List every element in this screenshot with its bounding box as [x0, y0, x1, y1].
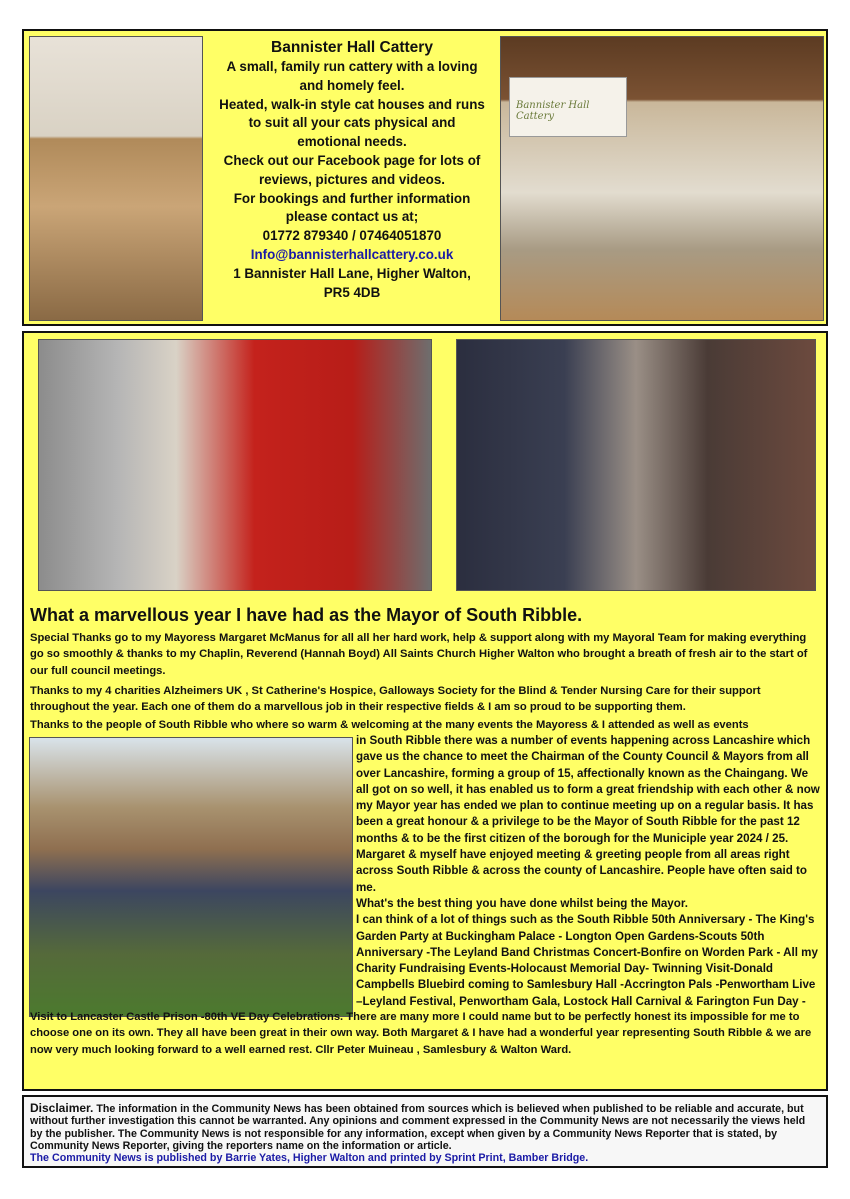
article-paragraph: Thanks to my 4 charities Alzheimers UK , St Catherine's Hospice, Galloways Society for the Blind & Tender Nursing Care for their support throughout the year. Each one of them do a marvellous job in their respective fields & I am so proud to be supporting them. [30, 685, 761, 714]
advert-line: For bookings and further information [233, 190, 471, 206]
article-paragraph: Thanks to the people of South Ribble who where so warm & welcoming at the many events the Mayoress & I attended as well as events [30, 719, 749, 731]
advert-line: please contact us at; [285, 209, 419, 225]
advert-title: Bannister Hall Cattery [271, 39, 433, 56]
ribbon-cutting-photo [456, 339, 816, 591]
article-paragraph-wrapped [356, 733, 822, 1010]
disclaimer-text [30, 1102, 820, 1152]
advert-address: 1 Bannister Hall Lane, Higher Walton, [233, 265, 471, 281]
advert-line: to suit all your cats physical and [248, 115, 456, 131]
cattery-sign-logo: Bannister Hall Cattery [516, 100, 590, 122]
disclaimer-box [22, 1095, 828, 1168]
article-headline: What a marvellous year I have had as the Mayor of South Ribble. [30, 605, 583, 625]
advert-address: PR5 4DB [323, 284, 381, 300]
publisher-line: The Community News is published by Barrie Yates, Higher Walton and printed by Sprint Print, Bamber Bridge. [30, 1152, 589, 1165]
garden-party-group-photo [29, 737, 353, 1017]
advert-line: Check out our Facebook page for lots of [223, 152, 481, 168]
cattery-sign [509, 77, 627, 137]
cat-photo [29, 36, 203, 321]
cattery-advert [22, 29, 828, 326]
advert-line: emotional needs. [297, 134, 407, 150]
article-answer: I can think of a lot of things such as the South Ribble 50th Anniversary - The King's Garden Party at Buckingham Palace - Longton Open Gardens-Scouts 50th Anniversary -The Leyland Band Christmas Concert-Bonfire on Worden Park - All my Charity Fundraising Events-Holocaust Memorial Day- Twinning Visit-Donald Campbells Bluebird coming to Samlesbury Hall -Accrington Pals -Penwortham Live –Leyland Festival, Penwortham Gala, Lostock Hall Carnival & Farington Fun Day - [356, 913, 818, 1008]
advert-text [206, 38, 498, 302]
advert-line: Heated, walk-in style cat houses and runs [219, 96, 485, 112]
mayor-article [22, 331, 828, 1091]
article-text: in South Ribble there was a number of events happening across Lancashire which gave us the chance to meet the Chairman of the County Council & Mayors from all over Lancashire, forming a group of 15, affectionally known as the Chaingang. We all got on so well, it has enabled us to form a great friendship with each other & now my Mayor year has ended we plan to continue meeting up on a regular basis. It has been a great honour & a privilege to be the Mayor of South Ribble for the past 12 months & to be the first citizen of the borough for the Municiple year 2024 / 25. Margaret & myself have enjoyed meeting & greeting people from all areas right across South Ribble & across the county of Lancashire. People have often said to me. [356, 734, 820, 894]
mayor-mayoress-photo [38, 339, 432, 591]
advert-phone: 01772 879340 / 07464051870 [262, 228, 442, 244]
cattery-interior-photo [500, 36, 824, 321]
advert-email-link[interactable]: Info@bannisterhallcattery.co.uk [250, 246, 454, 262]
advert-line: and homely feel. [299, 77, 405, 93]
article-paragraph: Special Thanks go to my Mayoress Margaret McManus for all all her hard work, help & support along with my Mayoral Team for making everything go so smoothly & thanks to my Chaplin, Reverend (Hannah Boyd) All Saints Church Higher Walton who brought a breath of fresh air to the start of our full council meetings. [30, 632, 808, 677]
article-question: What's the best thing you have done whilst being the Mayor. [356, 896, 688, 910]
advert-line: A small, family run cattery with a loving [226, 59, 478, 74]
disclaimer-body: The information in the Community News has been obtained from sources which is believed when published to be reliable and accurate, but without further investigation this cannot be warranted. Any opinions and comment expressed in the Community News are not necessarily the views held by the publisher. The Community News is not responsible for any information, except when given by a Community News Reporter that is stated, by Community News Reporter, giving the reporters name on the information or article. [30, 1103, 806, 1152]
disclaimer-label: Disclaimer. [30, 1101, 94, 1115]
article-closing-paragraph: Visit to Lancaster Castle Prison -80th VE Day Celebrations. There are many more I could name but to be perfectly honest its impossible for me to choose one on its own. They all have been great in their own way. Both Margaret & I have had a wonderful year representing South Ribble & we are now very much looking forward to a well earned rest. Cllr Peter Muineau , Samlesbury & Walton Ward. [30, 1011, 812, 1056]
advert-line: reviews, pictures and videos. [258, 171, 446, 187]
